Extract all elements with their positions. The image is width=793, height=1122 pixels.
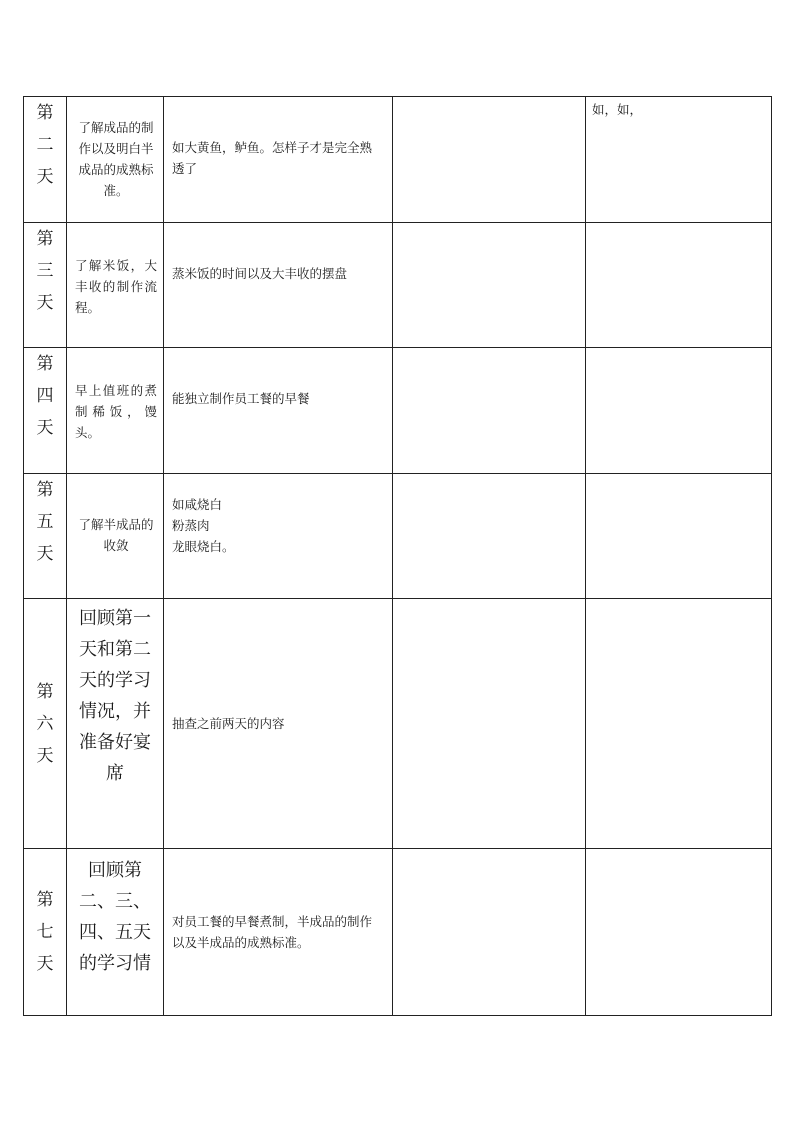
goal-cell: 早上值班的煮制稀饭，馒头。 — [67, 348, 164, 474]
table-row — [24, 849, 772, 1016]
table-row — [24, 599, 772, 849]
empty-cell — [393, 849, 586, 1016]
day-cell: 第 七 天 — [24, 849, 67, 1016]
day-cell: 第 六 天 — [24, 599, 67, 849]
empty-cell — [393, 223, 586, 348]
content-cell: 对员工餐的早餐煮制，半成品的制作以及半成品的成熟标准。 — [164, 849, 393, 1016]
table-row — [24, 223, 772, 348]
empty-cell — [586, 348, 772, 474]
day-cell: 第 二 天 — [24, 97, 67, 223]
content-cell: 蒸米饭的时间以及大丰收的摆盘 — [164, 223, 393, 348]
training-schedule-table — [23, 96, 772, 1016]
empty-cell — [393, 97, 586, 223]
day-cell: 第 五 天 — [24, 474, 67, 599]
goal-cell: 回顾第二、三、四、五天的学习情 — [67, 849, 164, 1016]
empty-cell — [586, 849, 772, 1016]
goal-cell: 了解米饭，大丰收的制作流程。 — [67, 223, 164, 348]
empty-cell — [393, 348, 586, 474]
content-cell: 如大黄鱼，鲈鱼。怎样子才是完全熟透了 — [164, 97, 393, 223]
empty-cell — [586, 223, 772, 348]
day-cell: 第 四 天 — [24, 348, 67, 474]
table-row — [24, 474, 772, 599]
goal-cell: 了解半成品的收敛 — [67, 474, 164, 599]
content-cell: 能独立制作员工餐的早餐 — [164, 348, 393, 474]
note-cell: 如，如， — [586, 97, 772, 223]
content-cell: 如咸烧白 粉蒸肉 龙眼烧白。 — [164, 474, 393, 599]
goal-cell: 了解成品的制作以及明白半成品的成熟标准。 — [67, 97, 164, 223]
table-row — [24, 97, 772, 223]
empty-cell — [586, 474, 772, 599]
day-cell: 第 三 天 — [24, 223, 67, 348]
empty-cell — [393, 599, 586, 849]
content-cell: 抽查之前两天的内容 — [164, 599, 393, 849]
empty-cell — [393, 474, 586, 599]
table-row — [24, 348, 772, 474]
empty-cell — [586, 599, 772, 849]
goal-cell: 回顾第一天和第二天的学习情况，并准备好宴席 — [67, 599, 164, 849]
